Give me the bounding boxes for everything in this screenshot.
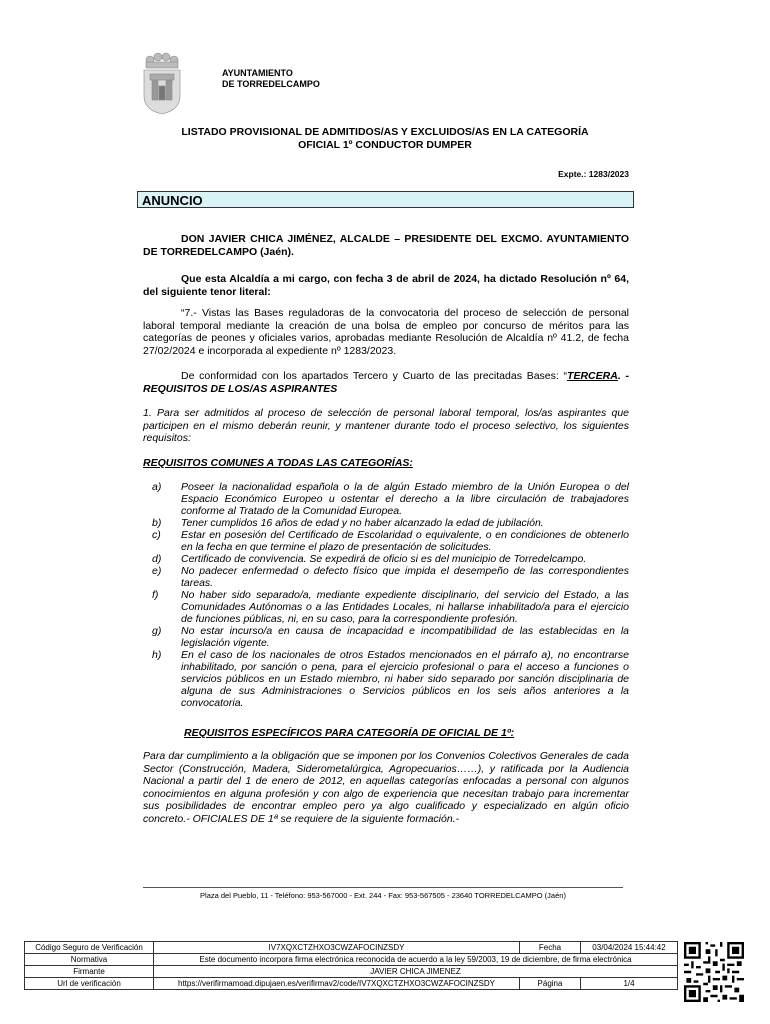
tercera-heading: . - REQUISITOS DE LOS/AS ASPIRANTES [143,370,629,395]
list-item [152,481,629,517]
list-item [152,529,629,553]
title-line-2: OFICIAL 1º CONDUCTOR DUMPER [298,139,472,151]
firmante-value: JAVIER CHICA JIMENEZ [154,966,678,978]
pagina-value: 1/4 [581,978,678,990]
csv-label: Código Seguro de Verificación [25,942,154,954]
conformidad-text: De conformidad con los apartados Tercero y Cuarto de las precitadas Bases: “ [181,370,568,382]
list-item [152,625,629,649]
admission-paragraph: 1. Para ser admitidos al proceso de selección de personal laboral temporal, los/as aspirantes que participen en el mismo deberán reunir, y mantener durante todo el proceso selectivo, los siguientes requisitos: [143,407,629,444]
expediente-number: Expte.: 1283/2023 [558,169,629,179]
list-marker: a) [152,481,162,493]
list-marker: b) [152,517,162,529]
list-marker: g) [152,625,162,637]
list-marker: c) [152,529,161,541]
list-text: En el caso de los nacionales de otros Estados mencionados en el párrafo a), no encontrarse inhabilitado, por sanción o pena, para el ejercicio profesional o para el acceso a funciones o servicios públicos en un Estado miembro, ni haber sido separado por sanción disciplinaria de alguna de sus Administraciones o Servicios públicos en los seis años anteriores a la convocatoria. [181,649,629,709]
training-paragraph: Para dar cumplimiento a la obligación que se imponen por los Convenios Colectivos Generales de cada Sector (Construcción, Madera, Siderometalúrgica, Agropecuarios……), y ratificada por la Audiencia Nacional a partir del 1 de enero de 2012, en aquellas categorías enfocadas a personal con algunos conocimientos en alguna profesión y con algo de experiencia que necesitan trabajo para incrementar sus posibilidades de encontrar empleo pero ya algo cualificado y especializado en algún oficio concreto.- OFICIALES DE 1ª se requiere de la siguiente formación.- [143,750,629,825]
list-item [152,517,629,529]
list-marker: d) [152,553,162,565]
signature-verification-table [24,941,678,990]
list-text: No haber sido separado/a, mediante expediente disciplinario, del servicio del Estado, a las Comunidades Autónomas o a las Entidades Locales, ni hallarse inhabilitado/a para el ejercicio de funciones públicas, ni, en su caso, para la correspondiente profesión. [181,589,629,625]
bases-paragraph: “7.- Vistas las Bases reguladoras de la convocatoria del proceso de selección de personal laboral temporal mediante la creación de una bolsa de empleo por concurso de méritos para las categorías de peones y oficiales varios, aprobadas mediante Resolución de Alcaldía nº 41.2, de fecha 27/02/2024 e incorporada al expediente nº 1283/2023. [143,307,629,357]
org-line-2: DE TORREDELCAMPO [222,79,320,89]
footer-address: Plaza del Pueblo, 11 - Teléfono: 953-567000 - Ext. 244 - Fax: 953-567505 - 23640 TORREDELCAMPO (Jaén) [200,891,566,900]
list-text: Estar en posesión del Certificado de Escolaridad o equivalente, o en condiciones de obtenerlo en la fecha en que termine el plazo de presentación de solicitudes. [181,529,629,553]
list-item [152,553,629,565]
resolution-paragraph: Que esta Alcaldía a mi cargo, con fecha 3 de abril de 2024, ha dictado Resolución nº 64, del siguiente tenor literal: [143,273,629,298]
coat-of-arms-logo [138,52,186,116]
anuncio-banner: ANUNCIO [137,191,634,208]
document-title [120,126,650,152]
list-marker: f) [152,589,159,601]
firmante-label: Firmante [25,966,154,978]
list-text: Certificado de convivencia. Se expedirá de oficio si es del municipio de Torredelcampo. [181,553,587,565]
list-item [152,565,629,589]
common-requirements-heading: REQUISITOS COMUNES A TODAS LAS CATEGORÍAS: [143,457,413,469]
pagina-label: Página [520,978,581,990]
verification-url[interactable]: https://verifirmamoad.dipujaen.es/verifirmav2/code/IV7XQXCTZHXO3CWZAFOCINZSDY [154,978,520,990]
list-item [152,649,629,709]
list-text: No estar incurso/a en causa de incapacidad e incompatibilidad de las establecidas en la legislación vigente. [181,625,629,649]
list-text: Poseer la nacionalidad española o la de algún Estado miembro de la Unión Europea o del Espacio Económico Europeo u ostentar el derecho a la libre circulación de trabajadores conforme al Tratado de la Comunidad Europea. [181,481,629,517]
mayor-paragraph: DON JAVIER CHICA JIMÉNEZ, ALCALDE – PRESIDENTE DEL EXCMO. AYUNTAMIENTO DE TORREDELCAMPO (Jaén). [143,233,629,258]
fecha-label: Fecha [520,942,581,954]
title-line-1: LISTADO PROVISIONAL DE ADMITIDOS/AS Y EXCLUIDOS/AS EN LA CATEGORÍA [181,126,589,138]
list-text: Tener cumplidos 16 años de edad y no haber alcanzado la edad de jubilación. [181,517,544,529]
organization-name [222,68,320,90]
footer-divider [143,887,623,888]
list-item [152,589,629,625]
list-marker: e) [152,565,162,577]
conformidad-paragraph [143,370,629,395]
tercera-label: TERCERA [567,370,618,382]
normativa-value: Este documento incorpora firma electrónica reconocida de acuerdo a la ley 59/2003, 19 de diciembre, de firma electrónica [154,954,678,966]
list-text: No padecer enfermedad o defecto físico que impida el desempeño de las correspondientes tareas. [181,565,629,589]
org-line-1: AYUNTAMIENTO [222,68,293,78]
qr-code-icon [684,942,744,1002]
fecha-value: 03/04/2024 15:44:42 [581,942,678,954]
csv-value: IV7XQXCTZHXO3CWZAFOCINZSDY [154,942,520,954]
list-marker: h) [152,649,162,661]
normativa-label: Normativa [25,954,154,966]
requirements-list [152,481,629,709]
specific-requirements-heading: REQUISITOS ESPECÍFICOS PARA CATEGORÍA DE OFICIAL DE 1º: [184,727,515,739]
url-label: Url de verificación [25,978,154,990]
